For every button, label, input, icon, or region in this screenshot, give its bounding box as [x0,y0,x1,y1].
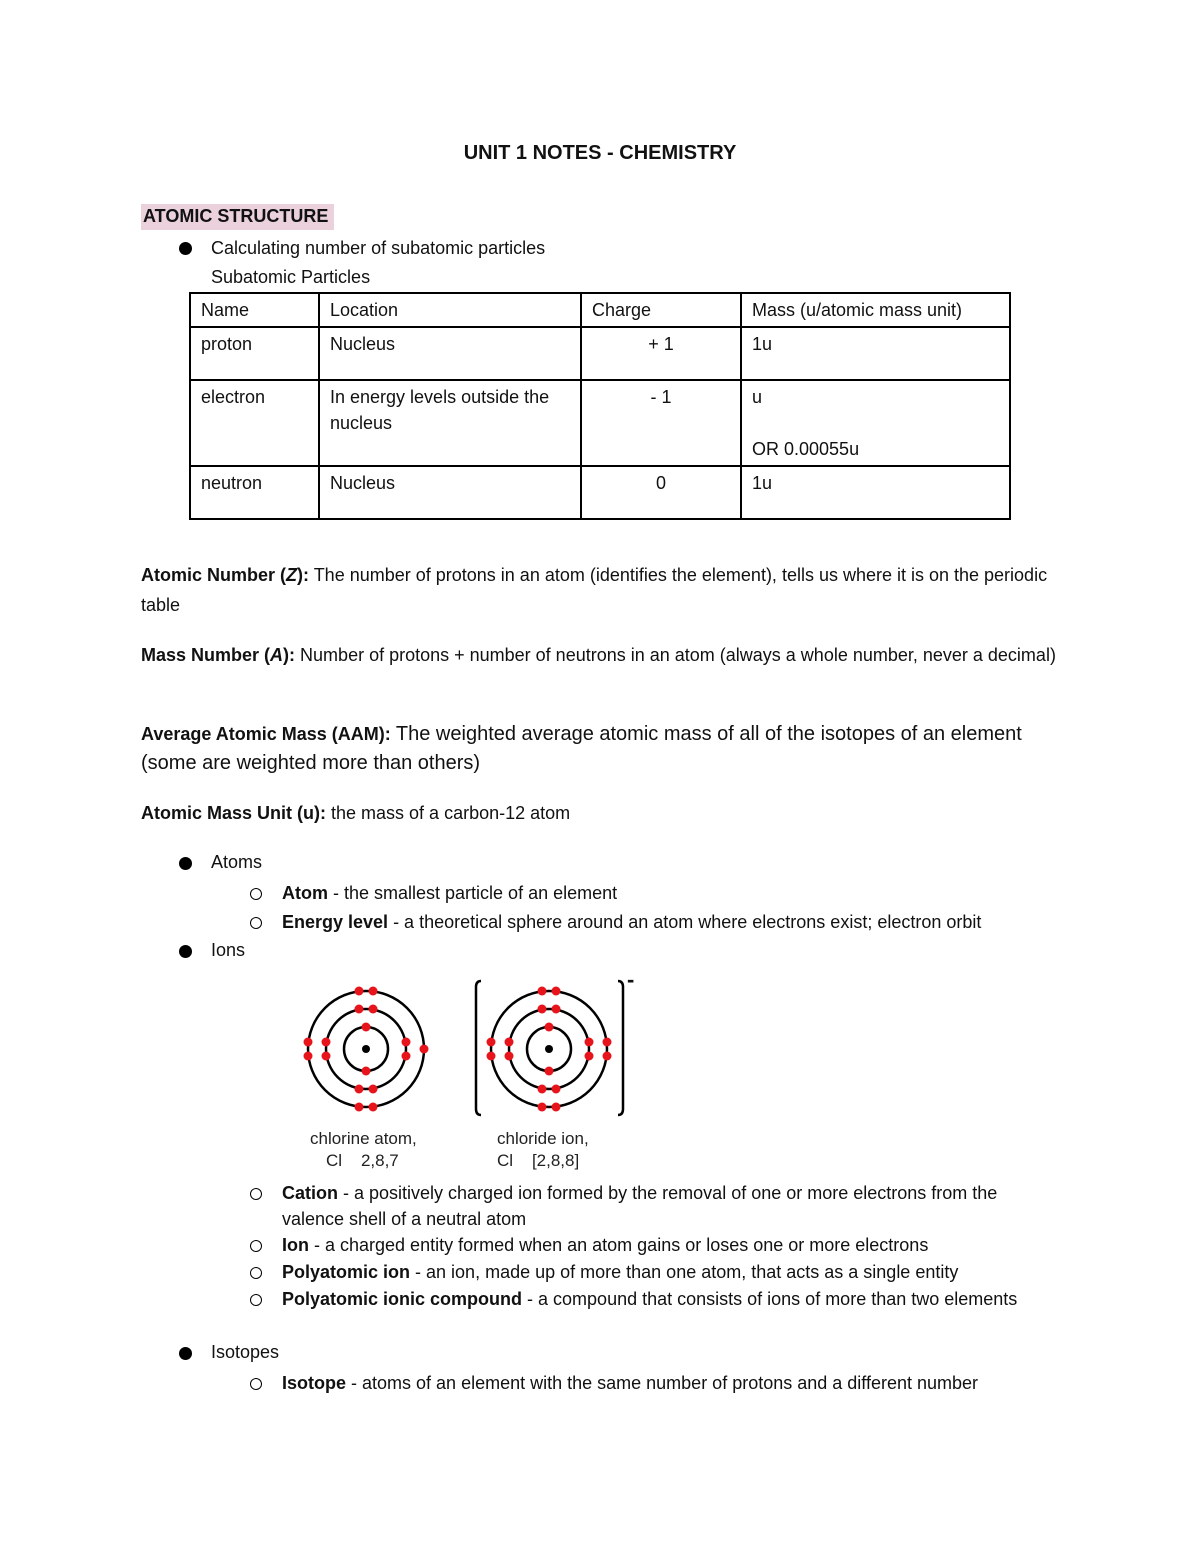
def-text: The weighted average atomic mass of all of the isotopes of an element (some are weighted more than others) [141,723,1022,774]
table-row [190,466,1010,519]
def-amu [141,798,1071,828]
cell-mass-alt: OR 0.00055u [752,439,860,459]
item-text: - a charged entity formed when an atom gains or loses one or more electrons [309,1235,929,1255]
cell-name: electron [190,380,319,466]
list-item [282,1232,1062,1258]
table-row [190,327,1010,380]
def-text: the mass of a carbon-12 atom [326,803,571,823]
item-term: Cation [282,1183,338,1203]
item-text: - a positively charged ion formed by the removal of one or more electrons from the valence shell of a neutral atom [282,1183,998,1229]
ions-label: Ions [211,940,246,960]
table-caption: Subatomic Particles [211,267,371,287]
chlorine-atom-diagram [304,987,429,1112]
item-term: Polyatomic ion [282,1262,411,1282]
list-item [282,1370,1182,1396]
term-aam: Average Atomic Mass (AAM): [141,724,391,744]
ion-caption-line: Cl [2,8,8] [497,1151,580,1170]
circle-bullet-icon [250,1294,262,1306]
item-term: Energy level [282,912,389,932]
def-mass-number [141,640,1071,670]
item-text: - atoms of an element with the same number of protons and a different number [346,1373,979,1393]
bullet-icon [179,945,192,958]
list-item [282,1286,1022,1312]
cell-mass-value: 1u [752,334,773,354]
circle-bullet-icon [250,1378,262,1390]
item-text: - a compound that consists of ions of more than two elements [522,1289,1018,1309]
def-text: The number of protons in an atom (identifies the element), tells us where it is on the periodic table [141,565,1048,615]
cell-charge: + 1 [581,327,741,380]
page-title: UNIT 1 NOTES - CHEMISTRY [463,142,737,164]
atom-caption-line: chlorine atom, [310,1129,417,1148]
cell-location: Nucleus [319,466,581,519]
header-name: Name [190,293,319,327]
list-item [282,880,1082,906]
cell-mass-value: u [752,387,763,407]
circle-bullet-icon [250,917,262,929]
term-atomic-number: Atomic Number ( [141,565,287,585]
chloride-ion-diagram [476,981,623,1115]
bullet-icon [179,857,192,870]
table-row [190,380,1010,466]
bullet-calc: Calculating number of subatomic particles [211,238,546,258]
symbol-a: A [270,645,284,665]
atom-caption [310,1128,417,1172]
atom-caption-line: Cl 2,8,7 [326,1151,399,1170]
bullet-icon [179,242,192,255]
item-term: Isotope [282,1373,347,1393]
table-header-row [190,293,1010,327]
cell-charge: - 1 [581,380,741,466]
cell-charge: 0 [581,466,741,519]
cell-location: Nucleus [319,327,581,380]
item-text: - a theoretical sphere around an atom where electrons exist; electron orbit [388,912,982,932]
section-heading: ATOMIC STRUCTURE [141,204,334,230]
item-text: - an ion, made up of more than one atom, that acts as a single entity [410,1262,959,1282]
header-mass: Mass (u/atomic mass unit) [741,293,1010,327]
item-text: - the smallest particle of an element [328,883,618,903]
bullet-icon [179,1347,192,1360]
def-text: Number of protons + number of neutrons in an atom (always a whole number, never a decimal) [295,645,1056,665]
header-location: Location [319,293,581,327]
header-charge: Charge [581,293,741,327]
cell-name: neutron [190,466,319,519]
circle-bullet-icon [250,1188,262,1200]
list-item [282,909,1082,935]
item-term: Polyatomic ionic compound [282,1289,523,1309]
term-close: ): [283,645,296,665]
term-close: ): [297,565,310,585]
cell-location: In energy levels outside the nucleus [319,380,581,466]
term-amu: Atomic Mass Unit (u): [141,803,327,823]
term-mass-number: Mass Number ( [141,645,271,665]
list-item [282,1180,1062,1232]
def-atomic-number [141,560,1071,620]
item-term: Ion [282,1235,309,1255]
cell-mass [741,380,1010,466]
cell-mass [741,466,1010,519]
ion-charge: - [627,967,635,992]
circle-bullet-icon [250,888,262,900]
atoms-label: Atoms [211,852,263,872]
circle-bullet-icon [250,1240,262,1252]
ion-caption-line: chloride ion, [497,1129,589,1148]
ion-caption [497,1128,589,1172]
item-term: Atom [282,883,328,903]
subatomic-table [189,292,1011,520]
def-aam [141,720,1071,778]
cell-mass-value: 1u [752,473,773,493]
cell-mass [741,327,1010,380]
isotopes-label: Isotopes [211,1342,280,1362]
cell-name: proton [190,327,319,380]
circle-bullet-icon [250,1267,262,1279]
ion-diagram [295,975,645,1125]
symbol-z: Z [286,565,298,585]
list-item [282,1259,1062,1285]
